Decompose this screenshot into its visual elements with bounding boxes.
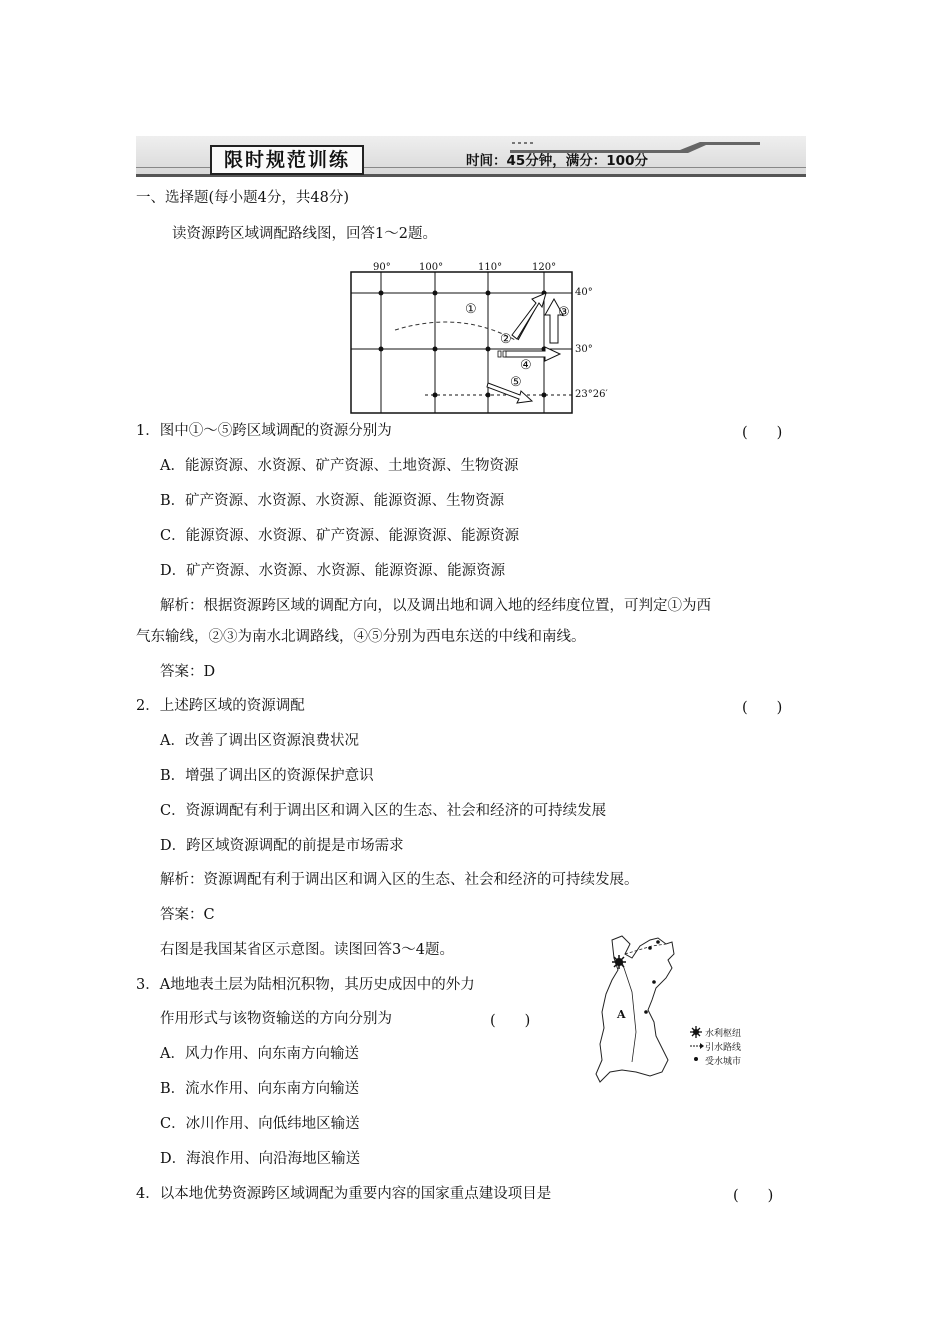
q1-analysis-line2: 气东输线，②③为南水北调路线，④⑤分别为西电东送的中线和南线。 — [136, 629, 586, 645]
route-label-4: ④ — [520, 358, 532, 373]
q3-option-a: A．风力作用、向东南方向输送 — [160, 1046, 359, 1062]
q1-option-a: A．能源资源、水资源、矿产资源、土地资源、生物资源 — [160, 458, 519, 474]
q1-option-d: D．矿产资源、水资源、水资源、能源资源、能源资源 — [160, 563, 506, 579]
q2-analysis: 解析：资源调配有利于调出区和调入区的生态、社会和经济的可持续发展。 — [160, 872, 639, 888]
q3-option-d: D．海浪作用、向沿海地区输送 — [160, 1151, 361, 1167]
q1-stem: 1．图中①～⑤跨区域调配的资源分别为 — [136, 423, 392, 439]
legend-city-label: 受水城市 — [705, 1057, 742, 1067]
legend-city-icon — [693, 1056, 699, 1062]
route-label-1: ① — [465, 302, 477, 317]
lat-label-30: 30° — [575, 344, 593, 355]
q4-stem: 4．以本地优势资源跨区域调配为重要内容的国家重点建设项目是 — [136, 1186, 552, 1202]
route-label-5: ⑤ — [510, 375, 522, 390]
legend-route-icon — [690, 1041, 704, 1051]
route-label-3: ③ — [558, 305, 570, 320]
page-title: 限时规范训练 — [210, 145, 364, 175]
lat-label-tropic: 23°26′ — [575, 389, 608, 400]
time-info: 时间：45分钟，满分：100分 — [466, 153, 648, 169]
lat-label-40: 40° — [575, 287, 593, 298]
q2-answer: 答案：C — [160, 907, 215, 923]
legend-route-label: 引水路线 — [705, 1043, 742, 1053]
legend-hub-icon — [690, 1026, 702, 1038]
q2-stem: 2．上述跨区域的资源调配 — [136, 698, 305, 714]
province-map — [592, 932, 692, 1087]
route-label-2: ② — [500, 332, 512, 347]
q3-stem-line1: 3．A地地表土层为陆相沉积物，其历史成因中的外力 — [136, 977, 475, 993]
legend-hub-label: 水利枢纽 — [705, 1029, 742, 1039]
q4-answer-paren: ( ) — [733, 1188, 774, 1204]
lon-label-100: 100° — [419, 262, 444, 273]
q1-option-c: C．能源资源、水资源、矿产资源、能源资源、能源资源 — [160, 528, 520, 544]
q2-answer-paren: ( ) — [742, 700, 783, 716]
q2-option-b: B．增强了调出区的资源保护意识 — [160, 768, 374, 784]
section-heading: 一、选择题(每小题4分，共48分) — [136, 190, 349, 206]
q1-analysis-line1: 解析：根据资源跨区域的调配方向，以及调出地和调入地的经纬度位置，可判定①为西 — [160, 598, 711, 614]
q2-option-a: A．改善了调出区资源浪费状况 — [160, 733, 359, 749]
q3-option-c: C．冰川作用、向低纬地区输送 — [160, 1116, 360, 1132]
q3-option-b: B．流水作用、向东南方向输送 — [160, 1081, 360, 1097]
lon-label-120: 120° — [532, 262, 557, 273]
lon-label-110: 110° — [478, 262, 503, 273]
q1-answer-paren: ( ) — [742, 425, 783, 441]
lon-label-90: 90° — [373, 262, 391, 273]
q3-stem-line2: 作用形式与该物资输送的方向分别为 — [160, 1011, 392, 1027]
q2-option-d: D．跨区域资源调配的前提是市场需求 — [160, 838, 404, 854]
q3-answer-paren: ( ) — [490, 1013, 531, 1029]
intro-2: 右图是我国某省区示意图。读图回答3～4题。 — [160, 942, 454, 958]
q1-answer: 答案：D — [160, 664, 216, 680]
intro-1: 读资源跨区域调配路线图，回答1～2题。 — [172, 226, 437, 242]
q2-option-c: C．资源调配有利于调出区和调入区的生态、社会和经济的可持续发展 — [160, 803, 607, 819]
q1-option-b: B．矿产资源、水资源、水资源、能源资源、生物资源 — [160, 493, 505, 509]
map2-area-a: A — [617, 1008, 626, 1021]
